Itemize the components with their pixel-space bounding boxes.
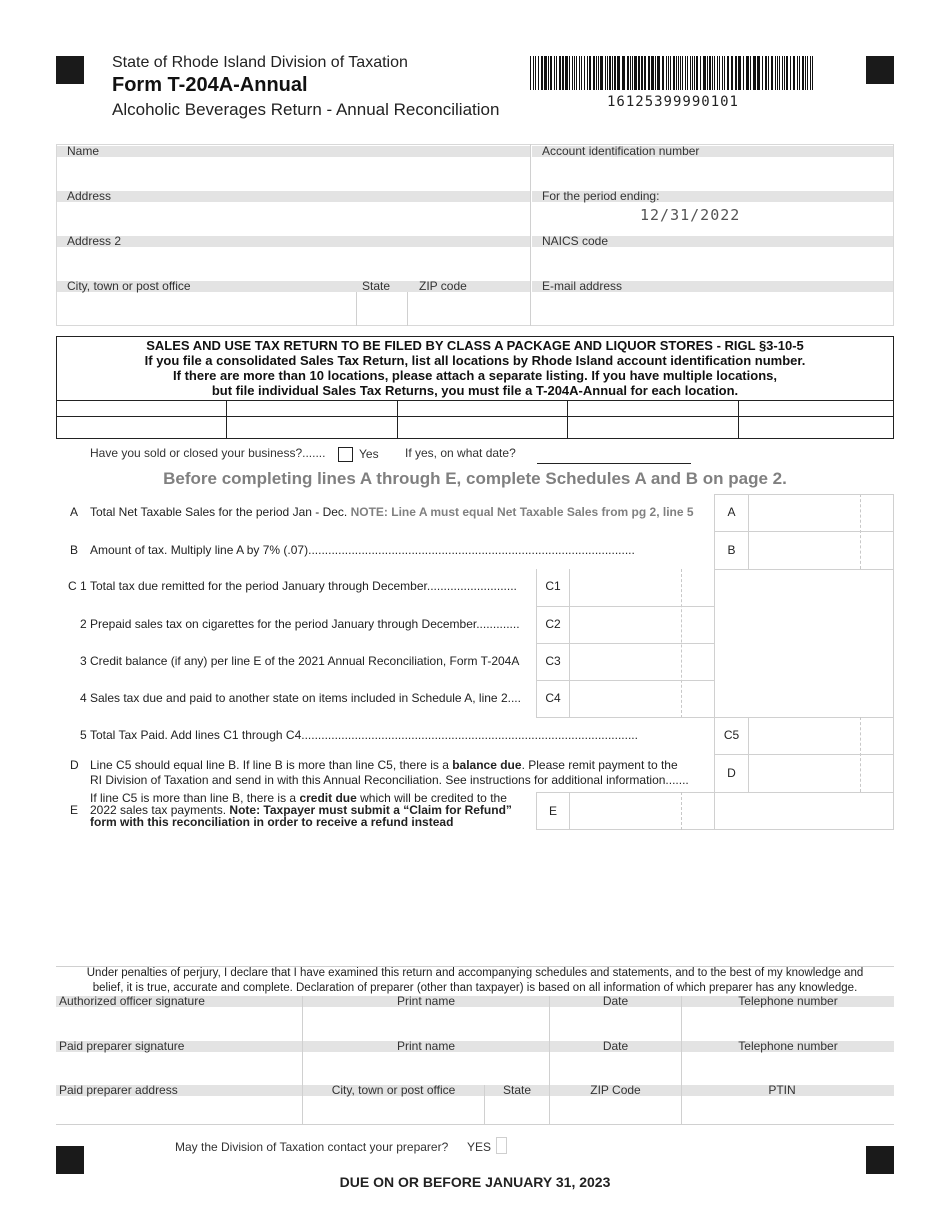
contact-preparer-checkbox[interactable] [496, 1137, 507, 1154]
perjury-declaration [56, 966, 894, 996]
barcode-bar [579, 56, 580, 90]
print-name-label: Print name [396, 994, 456, 1008]
barcode-bar [682, 56, 683, 90]
barcode-bar [771, 56, 773, 90]
email-label: E-mail address [532, 281, 893, 292]
city-field[interactable] [57, 292, 356, 325]
date-label: Date [602, 994, 629, 1008]
form-subtitle: Alcoholic Beverages Return - Annual Reconciliation [112, 100, 500, 119]
address-field[interactable] [57, 202, 530, 234]
barcode-bar [605, 56, 606, 90]
location-cell[interactable] [739, 417, 893, 438]
notice-line-2: If you file a consolidated Sales Tax Return, list all locations by Rhode Island account identification number. [144, 353, 806, 368]
barcode-bar [607, 56, 608, 90]
preparer-date-label: Date [602, 1039, 629, 1053]
preparer-city-field[interactable] [303, 1097, 484, 1124]
barcode-bar [727, 56, 729, 90]
preparer-state-field[interactable] [485, 1097, 549, 1124]
preparer-date-field[interactable] [550, 1053, 681, 1084]
barcode-bar [799, 56, 800, 90]
line-d-text-1a: Line C5 should equal line B. If line B is more than line C5, there is a [90, 758, 453, 772]
registration-mark-top-left [56, 56, 84, 84]
preparer-state-label: State [502, 1083, 532, 1097]
barcode-bar [762, 56, 763, 90]
barcode-bar [765, 56, 767, 90]
barcode-bar [724, 56, 725, 90]
barcode-bar [779, 56, 780, 90]
officer-date-field[interactable] [550, 1008, 681, 1040]
line-c3-number: 3 [80, 654, 87, 668]
barcode-bar [630, 56, 631, 90]
account-id-field[interactable] [532, 157, 893, 189]
line-b-letter: B [70, 543, 79, 557]
location-cell[interactable] [57, 401, 226, 416]
declaration-line-2: belief, it is true, accurate and complete. Declaration of preparer (other than taxpayer) is based on all information of which preparer has any knowledge. [92, 982, 858, 994]
barcode-bar [707, 56, 708, 90]
notice-line-4: but file individual Sales Tax Returns, you must file a T-204A-Annual for each location. [211, 383, 739, 398]
preparer-telephone-label: Telephone number [738, 1039, 838, 1053]
barcode-bar [692, 56, 693, 90]
location-cell[interactable] [57, 417, 226, 438]
address2-field[interactable] [57, 247, 530, 279]
barcode-bar [696, 56, 698, 90]
telephone-label: Telephone number [738, 994, 838, 1008]
officer-signature-field[interactable] [56, 1008, 302, 1040]
barcode-bar [777, 56, 778, 90]
name-field[interactable] [57, 157, 530, 189]
line-e-text-1a: If line C5 is more than line B, there is a [90, 791, 300, 805]
barcode-bar [541, 56, 543, 90]
barcode-bar [548, 56, 549, 90]
business-closed-checkbox[interactable] [338, 447, 353, 462]
barcode-bar [768, 56, 769, 90]
barcode-bar [600, 56, 603, 90]
line-e-credit-due: credit due [299, 791, 357, 805]
line-d-cents-field[interactable] [861, 755, 893, 792]
period-ending-label: For the period ending: [532, 191, 893, 202]
line-d-text-1 [90, 758, 678, 772]
barcode-bar [544, 56, 547, 90]
line-c4-box-label: C4 [545, 691, 561, 705]
barcode-bar [712, 56, 713, 90]
barcode-bar [690, 56, 691, 90]
line-c2-number: 2 [80, 617, 87, 631]
line-c1-box-label: C1 [545, 579, 561, 593]
line-c2-dollars-field[interactable] [570, 607, 681, 643]
barcode-bar [722, 56, 723, 90]
line-e-dollars-field[interactable] [570, 793, 681, 829]
barcode-bar [596, 56, 597, 90]
barcode-bar [676, 56, 677, 90]
preparer-address-field[interactable] [56, 1097, 302, 1124]
barcode-bar [574, 56, 575, 90]
barcode-bar [641, 56, 643, 90]
barcode-number: 16125399990101 [606, 94, 739, 110]
line-c2-cents-field[interactable] [682, 607, 714, 643]
barcode-bar [533, 56, 534, 90]
location-cell[interactable] [739, 401, 893, 416]
barcode-bar [554, 56, 555, 90]
barcode-bar [709, 56, 711, 90]
registration-mark-bottom-left [56, 1146, 84, 1174]
barcode-bar [576, 56, 577, 90]
barcode-bar [612, 56, 613, 90]
closed-date-question: If yes, on what date? [405, 446, 516, 460]
line-d-text-2: RI Division of Taxation and send in with this Annual Reconciliation. See instructions for additional information....... [90, 773, 689, 787]
line-d-letter: D [70, 758, 79, 772]
line-e-text-2a: 2022 sales tax payments. [90, 803, 230, 817]
contact-preparer-question: May the Division of Taxation contact your preparer? [175, 1140, 449, 1154]
line-e-letter: E [70, 803, 79, 817]
line-a-text [90, 505, 694, 519]
barcode-bar [581, 56, 582, 90]
barcode-bar [538, 56, 539, 90]
barcode-bar [651, 56, 654, 90]
barcode-bar [565, 56, 568, 90]
barcode-bar [757, 56, 760, 90]
barcode-bar [775, 56, 776, 90]
barcode-bar [668, 56, 669, 90]
barcode-bar [530, 56, 531, 90]
closed-date-field[interactable] [537, 463, 691, 464]
barcode-bar [584, 56, 585, 90]
line-c1-text: Total tax due remitted for the period January through December........................... [90, 579, 517, 593]
barcode-bar [685, 56, 686, 90]
line-e-text-1c: which will be credited to the [356, 791, 507, 805]
barcode-bar [680, 56, 681, 90]
barcode-bar [670, 56, 671, 90]
declaration-line-1: Under penalties of perjury, I declare that I have examined this return and accompanying schedules and statements, and to the best of my knowledge and [86, 967, 864, 979]
barcode-bar [694, 56, 695, 90]
barcode-bar [743, 56, 744, 90]
registration-mark-bottom-right [866, 1146, 894, 1174]
barcode-bar [657, 56, 660, 90]
line-a-letter: A [70, 505, 79, 519]
line-c4-dollars-field[interactable] [570, 681, 681, 717]
line-b-cents-field[interactable] [861, 532, 893, 569]
preparer-signature-field[interactable] [56, 1053, 302, 1084]
barcode-bar [562, 56, 564, 90]
barcode-bar [587, 56, 588, 90]
officer-telephone-field[interactable] [682, 1008, 894, 1040]
form-title: Form T-204A-Annual [112, 74, 308, 96]
barcode-bar [807, 56, 808, 90]
barcode-bar [535, 56, 536, 90]
line-c1-letter: C 1 [68, 579, 87, 593]
name-label: Name [57, 146, 530, 157]
location-cell[interactable] [227, 417, 397, 438]
location-cell[interactable] [568, 401, 738, 416]
registration-mark-top-right [866, 56, 894, 84]
state-label: State [362, 279, 391, 293]
line-d-box-label: D [727, 766, 736, 780]
barcode-bar [782, 56, 783, 90]
line-c1-dollars-field[interactable] [570, 570, 681, 606]
period-ending-value[interactable]: 12/31/2022 [640, 206, 741, 224]
preparer-zip-label: ZIP Code [590, 1083, 641, 1097]
email-field[interactable] [532, 292, 893, 325]
notice-line-1: SALES AND USE TAX RETURN TO BE FILED BY CLASS A PACKAGE AND LIQUOR STORES - RIGL §3-10-5 [146, 338, 804, 353]
line-a-dollars-field[interactable] [749, 495, 860, 531]
barcode-bar [673, 56, 675, 90]
barcode [530, 56, 816, 90]
line-e-note: Note: Taxpayer must submit a “Claim for Refund” [229, 803, 512, 817]
line-c5-box-label: C5 [723, 728, 740, 742]
barcode-bar [622, 56, 625, 90]
line-d-dollars-field[interactable] [749, 755, 860, 792]
location-cell[interactable] [398, 401, 567, 416]
barcode-bar [738, 56, 741, 90]
contact-preparer-yes-label: YES [467, 1140, 492, 1154]
barcode-bar [805, 56, 806, 90]
barcode-bar [700, 56, 701, 90]
barcode-bar [617, 56, 620, 90]
barcode-bar [802, 56, 804, 90]
officer-signature-label: Authorized officer signature [59, 994, 205, 1008]
ptin-label: PTIN [768, 1083, 796, 1097]
city-label-text: City, town or post office [67, 279, 191, 293]
barcode-bar [731, 56, 733, 90]
line-a-box-label: A [727, 505, 736, 519]
barcode-bar [632, 56, 633, 90]
preparer-print-name-label: Print name [396, 1039, 456, 1053]
location-cell[interactable] [227, 401, 397, 416]
barcode-bar [793, 56, 795, 90]
line-c3-box-label: C3 [545, 654, 561, 668]
naics-field[interactable] [532, 247, 893, 279]
line-c1-cents-field[interactable] [682, 570, 714, 606]
preparer-address-label: Paid preparer address [59, 1083, 178, 1097]
business-closed-question: Have you sold or closed your business?....... [90, 446, 326, 460]
line-e-cents-field[interactable] [682, 793, 714, 829]
barcode-bar [719, 56, 720, 90]
location-cell[interactable] [398, 417, 567, 438]
line-c5-cents-field[interactable] [861, 718, 893, 754]
barcode-bar [812, 56, 813, 90]
notice-line-3: If there are more than 10 locations, please attach a separate listing. If you have multiple locations, [173, 368, 777, 383]
location-cell[interactable] [568, 417, 738, 438]
preparer-telephone-field[interactable] [682, 1053, 894, 1084]
barcode-bar [735, 56, 737, 90]
line-d-text-1c: . Please remit payment to the [521, 758, 678, 772]
line-a-label: Total Net Taxable Sales for the period Jan - Dec. [90, 505, 348, 519]
account-id-label: Account identification number [532, 146, 893, 157]
notice-text [57, 338, 893, 398]
barcode-bar [556, 56, 557, 90]
barcode-bar [572, 56, 573, 90]
barcode-bar [655, 56, 656, 90]
agency-name: State of Rhode Island Division of Taxation [112, 54, 408, 71]
preparer-signature-label: Paid preparer signature [59, 1039, 185, 1053]
barcode-bar [634, 56, 637, 90]
officer-print-name-field[interactable] [303, 1008, 549, 1040]
barcode-bar [593, 56, 595, 90]
line-e-text-3: form with this reconciliation in order to receive a refund instead [90, 815, 454, 829]
line-b-dollars-field[interactable] [749, 532, 860, 569]
naics-label: NAICS code [532, 236, 893, 247]
line-b-text: Amount of tax. Multiply line A by 7% (.07).................................................................................................. [90, 543, 635, 557]
line-c5-text: Total Tax Paid. Add lines C1 through C4..................................................................................................... [90, 728, 638, 742]
barcode-bar [609, 56, 611, 90]
preparer-zip-field[interactable] [550, 1097, 681, 1124]
line-e-box-label: E [548, 804, 557, 818]
zip-label: ZIP code [419, 279, 467, 293]
line-c5-dollars-field[interactable] [749, 718, 860, 754]
barcode-bar [638, 56, 640, 90]
barcode-bar [750, 56, 751, 90]
line-c3-dollars-field[interactable] [570, 644, 681, 680]
state-field[interactable] [357, 292, 407, 325]
address-label: Address [57, 191, 530, 202]
barcode-bar [550, 56, 552, 90]
line-c4-cents-field[interactable] [682, 681, 714, 717]
zip-field[interactable] [408, 292, 530, 325]
barcode-bar [703, 56, 706, 90]
barcode-bar [666, 56, 667, 90]
barcode-bar [797, 56, 798, 90]
line-a-note: NOTE: Line A must equal Net Taxable Sales from pg 2, line 5 [350, 505, 694, 519]
line-c4-text: Sales tax due and paid to another state on items included in Schedule A, line 2.... [90, 691, 521, 705]
barcode-bar [810, 56, 811, 90]
line-b-box-label: B [727, 543, 736, 557]
barcode-bar [687, 56, 688, 90]
address2-label: Address 2 [57, 236, 530, 247]
line-c3-cents-field[interactable] [682, 644, 714, 680]
barcode-bar [753, 56, 756, 90]
preparer-print-name-field[interactable] [303, 1053, 549, 1084]
preparer-city-label: City, town or post office [331, 1083, 456, 1097]
barcode-bar [627, 56, 629, 90]
barcode-bar [678, 56, 679, 90]
due-date: DUE ON OR BEFORE JANUARY 31, 2023 [339, 1174, 611, 1190]
barcode-bar [746, 56, 749, 90]
line-c4-number: 4 [80, 691, 87, 705]
barcode-bar [569, 56, 570, 90]
barcode-bar [614, 56, 616, 90]
barcode-bar [717, 56, 718, 90]
barcode-bar [790, 56, 791, 90]
barcode-bar [714, 56, 715, 90]
barcode-bar [786, 56, 788, 90]
barcode-bar [589, 56, 591, 90]
ptin-field[interactable] [682, 1097, 894, 1124]
line-c5-number: 5 [80, 728, 87, 742]
barcode-bar [784, 56, 785, 90]
barcode-bar [644, 56, 646, 90]
line-c3-text: Credit balance (if any) per line E of the 2021 Annual Reconciliation, Form T-204A [90, 654, 520, 668]
line-d-balance-due: balance due [452, 758, 522, 772]
line-c2-box-label: C2 [545, 617, 561, 631]
schedule-instruction: Before completing lines A through E, complete Schedules A and B on page 2. [163, 469, 787, 488]
line-a-cents-field[interactable] [861, 495, 893, 531]
barcode-bar [559, 56, 561, 90]
line-c2-text: Prepaid sales tax on cigarettes for the period January through December............. [90, 617, 520, 631]
barcode-bar [648, 56, 650, 90]
barcode-bar [598, 56, 599, 90]
business-closed-yes-label: Yes [359, 447, 379, 461]
barcode-bar [662, 56, 664, 90]
